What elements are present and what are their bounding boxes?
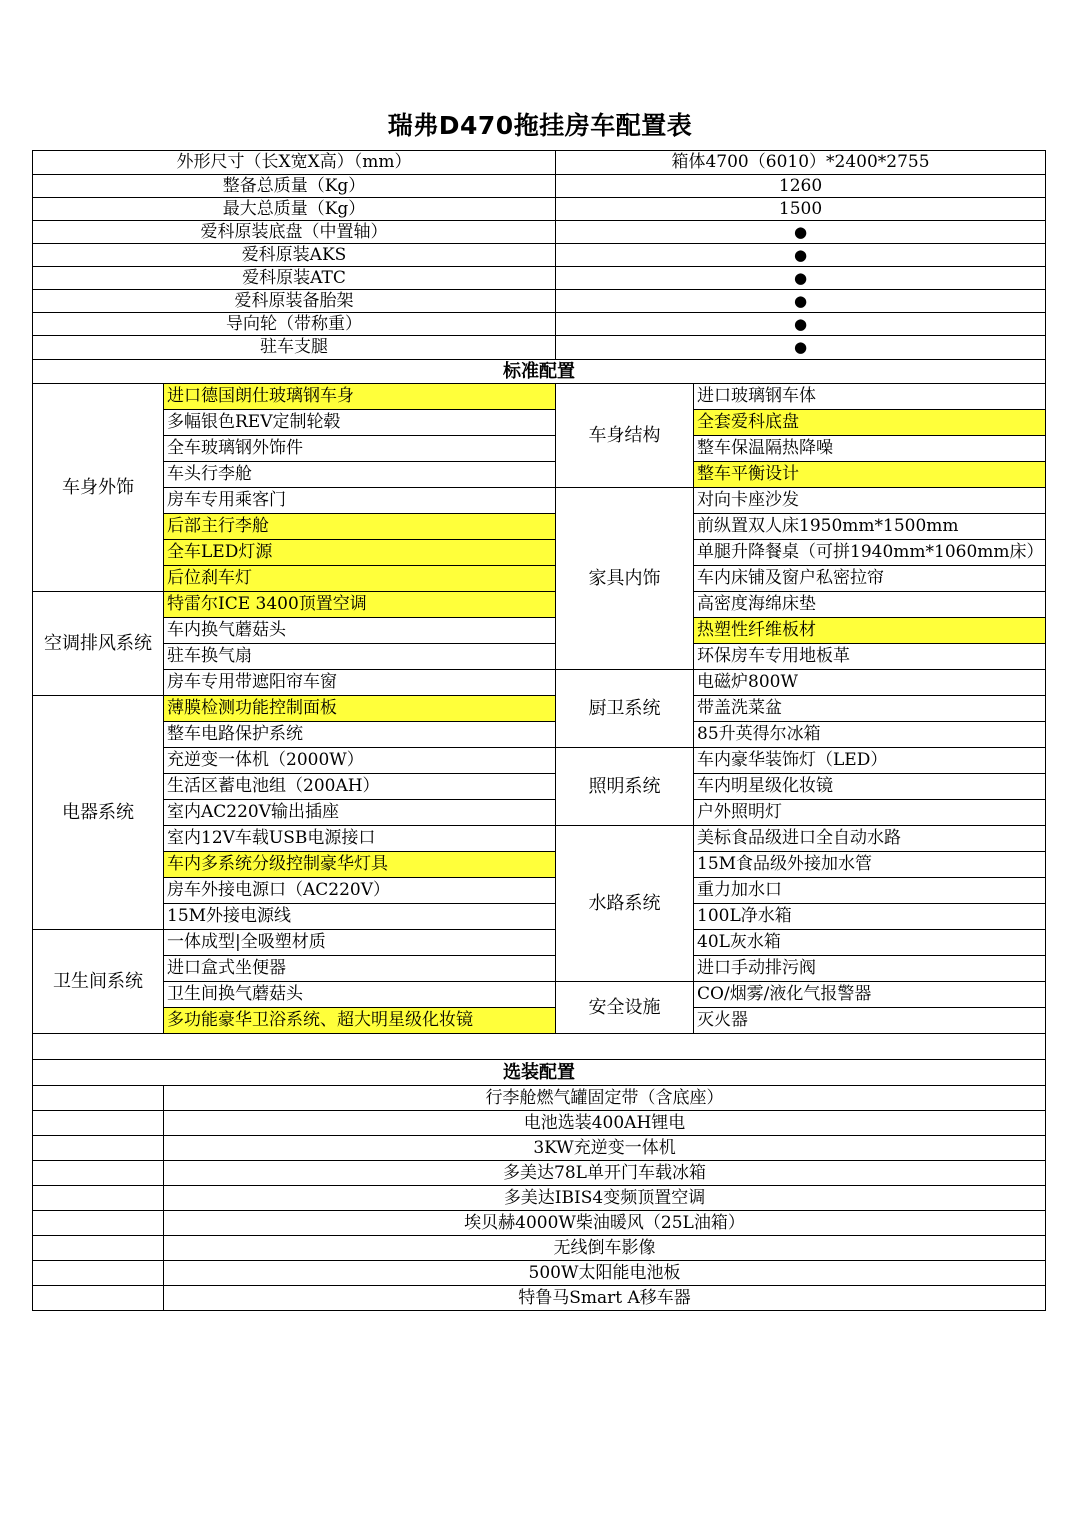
spec-label: 整备总质量（Kg） (33, 175, 556, 198)
spec-value: 1260 (556, 175, 1046, 198)
list-item: 车内床铺及窗户私密拉帘 (694, 566, 1046, 592)
list-item: 进口玻璃钢车体 (694, 384, 1046, 410)
list-item: 后位刹车灯 (164, 566, 556, 592)
optional-index-cell (33, 1086, 164, 1111)
category-lighting: 照明系统 (556, 748, 694, 826)
list-item: 驻车换气扇 (164, 644, 556, 670)
list-item: 单腿升降餐桌（可拼1940mm*1060mm床） (694, 540, 1046, 566)
list-item: 多幅银色REV定制轮毂 (164, 410, 556, 436)
list-item: 车内多系统分级控制豪华灯具 (164, 852, 556, 878)
config-table (32, 150, 1046, 1311)
list-item: 40L灰水箱 (694, 930, 1046, 956)
optional-index-cell (33, 1161, 164, 1186)
list-item: 生活区蓄电池组（200AH） (164, 774, 556, 800)
spec-dot-icon: ● (556, 244, 1046, 267)
category-body-exterior: 车身外饰 (33, 384, 164, 592)
optional-item: 多美达IBIS4变频顶置空调 (164, 1186, 1046, 1211)
category-furniture: 家具内饰 (556, 488, 694, 670)
list-item: 全车玻璃钢外饰件 (164, 436, 556, 462)
spec-label: 爱科原装AKS (33, 244, 556, 267)
optional-index-cell (33, 1211, 164, 1236)
list-item: 房车专用乘客门 (164, 488, 556, 514)
list-item: 电磁炉800W (694, 670, 1046, 696)
list-item: 进口德国朗仕玻璃钢车身 (164, 384, 556, 410)
list-item: 房车专用带遮阳帘车窗 (164, 670, 556, 696)
spec-value: 1500 (556, 198, 1046, 221)
list-item: 美标食品级进口全自动水路 (694, 826, 1046, 852)
list-item: 重力加水口 (694, 878, 1046, 904)
optional-item: 3KW充逆变一体机 (164, 1136, 1046, 1161)
list-item: 户外照明灯 (694, 800, 1046, 826)
list-item: 室内AC220V输出插座 (164, 800, 556, 826)
category-ventilation: 空调排风系统 (33, 592, 164, 696)
optional-index-cell (33, 1236, 164, 1261)
list-item: 15M外接电源线 (164, 904, 556, 930)
list-item: 车头行李舱 (164, 462, 556, 488)
standard-heading: 标准配置 (33, 360, 1046, 384)
spec-dot-icon: ● (556, 221, 1046, 244)
list-item: 15M食品级外接加水管 (694, 852, 1046, 878)
optional-index-cell (33, 1186, 164, 1211)
category-bathroom: 卫生间系统 (33, 930, 164, 1034)
spec-label: 外形尺寸（长X宽X高）（mm） (33, 151, 556, 175)
spec-label: 爱科原装备胎架 (33, 290, 556, 313)
list-item: 对向卡座沙发 (694, 488, 1046, 514)
list-item: 车内换气蘑菇头 (164, 618, 556, 644)
optional-item: 无线倒车影像 (164, 1236, 1046, 1261)
spec-value: 箱体4700（6010）*2400*2755 (556, 151, 1046, 175)
list-item: 室内12V车载USB电源接口 (164, 826, 556, 852)
list-item: 灭火器 (694, 1008, 1046, 1034)
spec-dot-icon: ● (556, 313, 1046, 336)
list-item: 整车电路保护系统 (164, 722, 556, 748)
category-kitchen-bath: 厨卫系统 (556, 670, 694, 748)
optional-item: 电池选装400AH锂电 (164, 1111, 1046, 1136)
list-item: 卫生间换气蘑菇头 (164, 982, 556, 1008)
category-electrical: 电器系统 (33, 696, 164, 930)
spec-label: 导向轮（带称重） (33, 313, 556, 336)
spec-dot-icon: ● (556, 336, 1046, 360)
spec-label: 驻车支腿 (33, 336, 556, 360)
blank-row (33, 1034, 1046, 1060)
list-item: 多功能豪华卫浴系统、超大明星级化妆镜 (164, 1008, 556, 1034)
list-item: 85升英得尔冰箱 (694, 722, 1046, 748)
list-item: 100L净水箱 (694, 904, 1046, 930)
list-item: 充逆变一体机（2000W） (164, 748, 556, 774)
optional-index-cell (33, 1261, 164, 1286)
optional-item: 500W太阳能电池板 (164, 1261, 1046, 1286)
list-item: 环保房车专用地板革 (694, 644, 1046, 670)
category-safety: 安全设施 (556, 982, 694, 1034)
spec-dot-icon: ● (556, 290, 1046, 313)
optional-index-cell (33, 1286, 164, 1311)
list-item: 车内明星级化妆镜 (694, 774, 1046, 800)
list-item: 车内豪华装饰灯（LED） (694, 748, 1046, 774)
category-body-structure: 车身结构 (556, 384, 694, 488)
optional-item: 多美达78L单开门车载冰箱 (164, 1161, 1046, 1186)
spec-label: 爱科原装底盘（中置轴） (33, 221, 556, 244)
list-item: 全车LED灯源 (164, 540, 556, 566)
page-title: 瑞弗D470拖挂房车配置表 (387, 111, 693, 140)
optional-heading: 选装配置 (33, 1060, 1046, 1086)
list-item: 进口手动排污阀 (694, 956, 1046, 982)
list-item: 全套爱科底盘 (694, 410, 1046, 436)
list-item: 房车外接电源口（AC220V） (164, 878, 556, 904)
optional-item: 埃贝赫4000W柴油暖风（25L油箱） (164, 1211, 1046, 1236)
list-item: 一体成型|全吸塑材质 (164, 930, 556, 956)
list-item: 前纵置双人床1950mm*1500mm (694, 514, 1046, 540)
list-item: 进口盒式坐便器 (164, 956, 556, 982)
spec-label: 爱科原装ATC (33, 267, 556, 290)
spec-dot-icon: ● (556, 267, 1046, 290)
spec-label: 最大总质量（Kg） (33, 198, 556, 221)
list-item: CO/烟雾/液化气报警器 (694, 982, 1046, 1008)
optional-index-cell (33, 1136, 164, 1161)
optional-item: 行李舱燃气罐固定带（含底座） (164, 1086, 1046, 1111)
list-item: 整车保温隔热降噪 (694, 436, 1046, 462)
list-item: 薄膜检测功能控制面板 (164, 696, 556, 722)
list-item: 带盖洗菜盆 (694, 696, 1046, 722)
optional-item: 特鲁马Smart A移车器 (164, 1286, 1046, 1311)
list-item: 后部主行李舱 (164, 514, 556, 540)
list-item: 高密度海绵床垫 (694, 592, 1046, 618)
list-item: 特雷尔ICE 3400顶置空调 (164, 592, 556, 618)
category-water: 水路系统 (556, 826, 694, 982)
optional-index-cell (33, 1111, 164, 1136)
list-item: 热塑性纤维板材 (694, 618, 1046, 644)
list-item: 整车平衡设计 (694, 462, 1046, 488)
